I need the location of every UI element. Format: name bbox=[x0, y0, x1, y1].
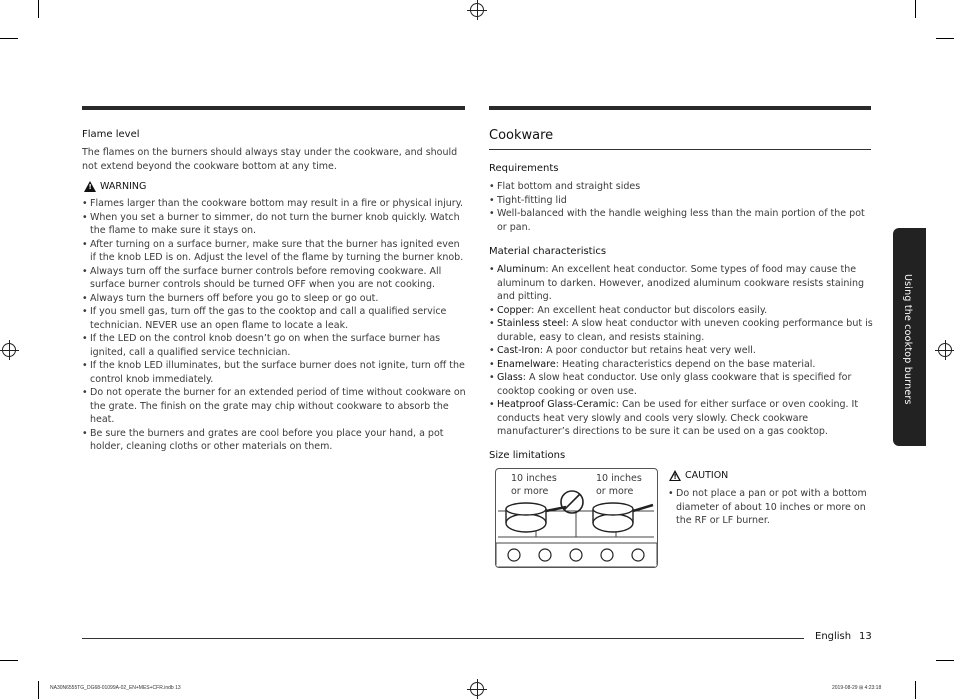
material-text: : A poor conductor but retains heat very well. bbox=[539, 345, 756, 356]
list-item bbox=[489, 263, 873, 304]
material-term: Enamelware bbox=[497, 358, 556, 370]
crop-mark bbox=[915, 681, 916, 699]
caution-label: CAUTION bbox=[685, 470, 729, 481]
list-item: • If the LED on the control knob doesn’t go on when the surface burner has ignited, call a qualified service technician. bbox=[82, 332, 468, 359]
warning-icon: ! bbox=[84, 181, 96, 192]
material-term: Cast-Iron bbox=[497, 345, 540, 356]
list-item bbox=[489, 304, 873, 318]
crop-mark bbox=[0, 38, 18, 39]
figure-label-right: 10 inches or more bbox=[596, 473, 642, 497]
material-term: Copper bbox=[497, 304, 532, 316]
material-text: : An excellent heat conductor. Some types of food may cause the aluminum to darken. However, anodized aluminum cookware resists staining and pitting. bbox=[497, 264, 865, 302]
list-item: • Tight-fitting lid bbox=[489, 194, 871, 208]
registration-mark-right bbox=[938, 343, 952, 357]
caution-header bbox=[669, 470, 728, 481]
list-item bbox=[489, 344, 873, 358]
material-term: Stainless steel bbox=[497, 318, 566, 329]
list-item: • If you smell gas, turn off the gas to the cooktop and call a qualified service technician. NEVER use an open flame to locate a leak. bbox=[82, 305, 468, 332]
material-text: : Heating characteristics depend on the base material. bbox=[555, 358, 816, 370]
page-number: 13 bbox=[859, 631, 872, 642]
material-heading: Material characteristics bbox=[489, 246, 607, 257]
list-item: • Flames larger than the cookware bottom may result in a fire or physical injury. bbox=[82, 197, 468, 211]
warning-list bbox=[82, 197, 468, 454]
registration-mark-top bbox=[470, 3, 484, 17]
flame-level-text: The flames on the burners should always stay under the cookware, and should not extend beyond the cookware bottom at any time. bbox=[82, 147, 458, 172]
size-limitations-heading: Size limitations bbox=[489, 450, 566, 461]
crop-mark bbox=[936, 38, 954, 39]
material-text: : A slow heat conductor. Use only glass cookware that is specified for cooktop cooking or oven use. bbox=[497, 372, 852, 397]
caution-list bbox=[668, 487, 868, 528]
section-title: Cookware bbox=[489, 128, 554, 143]
footer-language: English bbox=[815, 631, 852, 642]
figure-label-left: 10 inches or more bbox=[511, 473, 557, 497]
chapter-side-tab-label: Using the cooktop burners bbox=[902, 274, 913, 405]
list-item: • Always turn the burners off before you go to sleep or go out. bbox=[82, 292, 468, 306]
list-item: • Always turn off the surface burner controls before removing cookware. All surface burner controls should be turned OFF when you are not cooking. bbox=[82, 265, 468, 292]
list-item bbox=[489, 317, 873, 344]
list-item: • Well-balanced with the handle weighing less than the main portion of the pot or pan. bbox=[489, 207, 871, 234]
material-term: Heatproof Glass-Ceramic bbox=[497, 399, 616, 410]
material-text: : A slow heat conductor with uneven cooking performance but is durable, easy to clean, and resists staining. bbox=[497, 318, 873, 343]
registration-mark-bottom bbox=[470, 682, 484, 696]
crop-mark bbox=[38, 681, 39, 699]
print-slug-right: 2019-08-29 ⊞ 4:23:18 bbox=[832, 685, 882, 691]
section-title-underline bbox=[489, 149, 871, 150]
list-item: • If the knob LED illuminates, but the surface burner does not ignite, turn off the control knob immediately. bbox=[82, 359, 468, 386]
flame-level-heading: Flame level bbox=[82, 129, 140, 140]
material-term: Glass bbox=[497, 372, 523, 383]
crop-mark bbox=[936, 660, 954, 661]
warning-label: WARNING bbox=[100, 181, 147, 192]
right-column-rule bbox=[489, 106, 871, 110]
list-item bbox=[489, 398, 873, 439]
list-item: • Do not place a pan or pot with a bottom diameter of about 10 inches or more on the RF or LF burner. bbox=[668, 487, 868, 528]
warning-header bbox=[84, 181, 146, 192]
list-item: • After turning on a surface burner, make sure that the burner has ignited even if the knob LED is on. Adjust the level of the flame by turning the burner knob. bbox=[82, 238, 468, 265]
registration-mark-left bbox=[2, 343, 16, 357]
caution-icon: ! bbox=[669, 470, 681, 481]
print-slug-left: NA30N6555TG_DG68-01099A-02_EN+MES+CFR.indb 13 bbox=[50, 685, 181, 691]
list-item bbox=[489, 358, 873, 372]
list-item: • Flat bottom and straight sides bbox=[489, 180, 871, 194]
list-item: • When you set a burner to simmer, do not turn the burner knob quickly. Watch the flame to make sure it stays on. bbox=[82, 211, 468, 238]
requirements-list bbox=[489, 180, 871, 234]
materials-list bbox=[489, 263, 873, 439]
list-item: • Do not operate the burner for an extended period of time without cookware on the grate. The finish on the grate may chip without cookware to absorb the heat. bbox=[82, 386, 468, 427]
list-item bbox=[489, 371, 873, 398]
footer-rule bbox=[82, 638, 804, 639]
requirements-heading: Requirements bbox=[489, 163, 559, 174]
crop-mark bbox=[0, 660, 18, 661]
material-text: : An excellent heat conductor but discolors easily. bbox=[531, 304, 768, 316]
crop-mark bbox=[915, 0, 916, 18]
material-text: : Can be used for either surface or oven cooking. It conducts heat very slowly and cools very slowly. Check cookware manufacturer’s directions to be sure it can be used on a gas cooktop. bbox=[497, 399, 859, 437]
material-term: Aluminum bbox=[497, 264, 546, 275]
list-item: • Be sure the burners and grates are cool before you place your hand, a pot holder, cleaning cloths or other materials on them. bbox=[82, 427, 468, 454]
cooktop-illustration bbox=[495, 468, 658, 568]
chapter-side-tab bbox=[893, 228, 926, 446]
crop-mark bbox=[38, 0, 39, 18]
left-column-rule bbox=[82, 106, 465, 110]
